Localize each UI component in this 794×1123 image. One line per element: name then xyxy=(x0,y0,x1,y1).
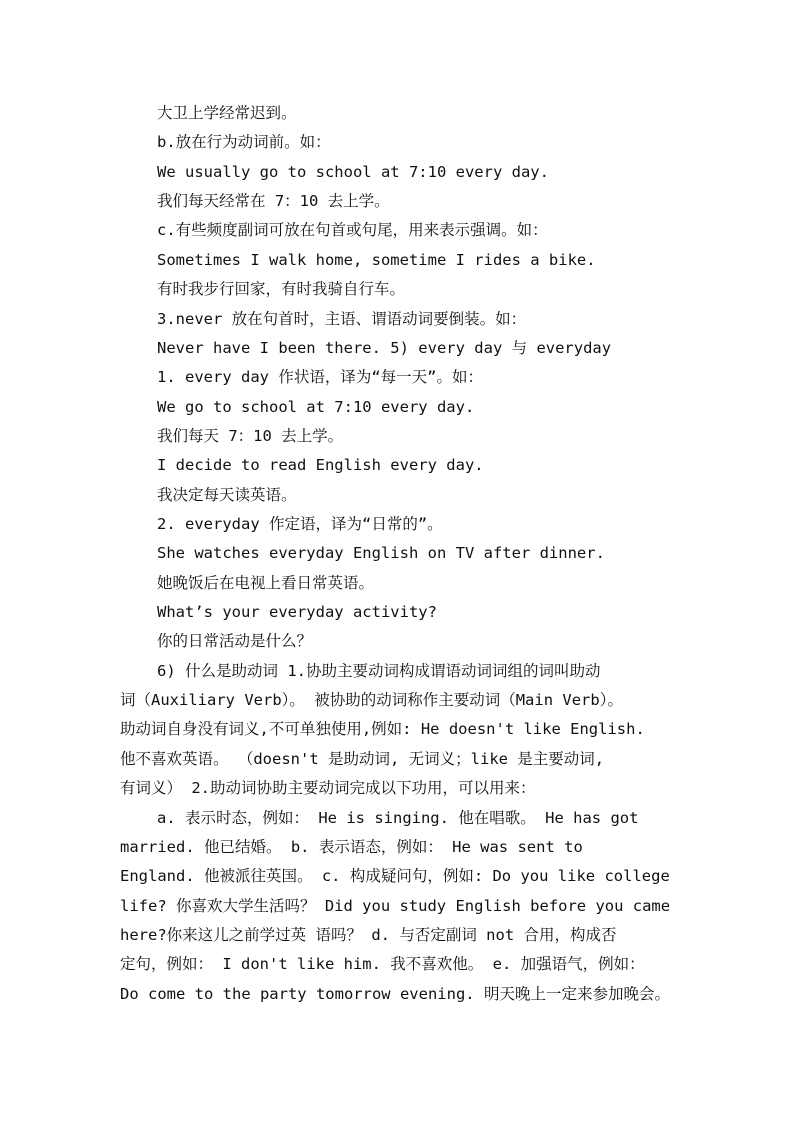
text-line: 有时我步行回家，有时我骑自行车。 xyxy=(157,280,406,298)
text-line: married. 他已结婚。 b. 表示语态，例如： He was sent to xyxy=(120,838,583,856)
text-line: b.放在行为动词前。如： xyxy=(157,133,331,151)
text-line: I decide to read English every day. xyxy=(157,456,484,474)
text-line: We go to school at 7:10 every day. xyxy=(157,398,475,416)
text-line: What’s your everyday activity? xyxy=(157,603,437,621)
text-line: a. 表示时态，例如： He is singing. 他在唱歌。 He has got xyxy=(157,809,639,827)
text-line: 她晚饭后在电视上看日常英语。 xyxy=(157,574,375,592)
text-line: 1. every day 作状语，译为“每一天”。如： xyxy=(157,368,483,386)
text-line: 有词义） 2.助动词协助主要动词完成以下功用，可以用来： xyxy=(120,779,536,797)
text-line: 定句，例如： I don't like him. 我不喜欢他。 e. 加强语气，例如： xyxy=(120,955,645,973)
text-line: 6) 什么是助动词 1.协助主要动词构成谓语动词词组的词叫助动 xyxy=(157,662,601,680)
text-line: 我决定每天读英语。 xyxy=(157,486,297,504)
text-line: Never have I been there. 5) every day 与 everyday xyxy=(157,339,612,357)
text-line: 他不喜欢英语。 （doesn't 是助动词, 无词义；like 是主要动词, xyxy=(120,750,605,768)
text-line: Do come to the party tomorrow evening. 明天晚上一定来参加晚会。 xyxy=(120,985,670,1003)
text-line: 大卫上学经常迟到。 xyxy=(157,104,297,122)
text-line: England. 他被派往英国。 c. 构成疑问句，例如: Do you like college xyxy=(120,867,670,885)
text-line: here?你来这儿之前学过英 语吗？ d. 与否定副词 not 合用，构成否 xyxy=(120,926,617,944)
text-line: We usually go to school at 7:10 every day. xyxy=(157,163,549,181)
text-line: 助动词自身没有词义,不可单独使用,例如: He doesn't like English. xyxy=(120,720,645,738)
text-line: 词（Auxiliary Verb）。 被协助的动词称作主要动词（Main Verb）。 xyxy=(120,691,623,709)
text-line: c.有些频度副词可放在句首或句尾，用来表示强调。如： xyxy=(157,221,548,239)
text-line: Sometimes I walk home, sometime I rides a bike. xyxy=(157,251,596,269)
text-line: 3.never 放在句首时，主语、谓语动词要倒装。如： xyxy=(157,310,527,328)
text-line: life? 你喜欢大学生活吗？ Did you study English before you came xyxy=(120,897,671,915)
text-line: 我们每天 7：10 去上学。 xyxy=(157,427,344,445)
text-line: 你的日常活动是什么？ xyxy=(157,632,313,650)
text-line: She watches everyday English on TV after dinner. xyxy=(157,544,605,562)
text-line: 2. everyday 作定语，译为“日常的”。 xyxy=(157,515,443,533)
text-line: 我们每天经常在 7：10 去上学。 xyxy=(157,192,390,210)
